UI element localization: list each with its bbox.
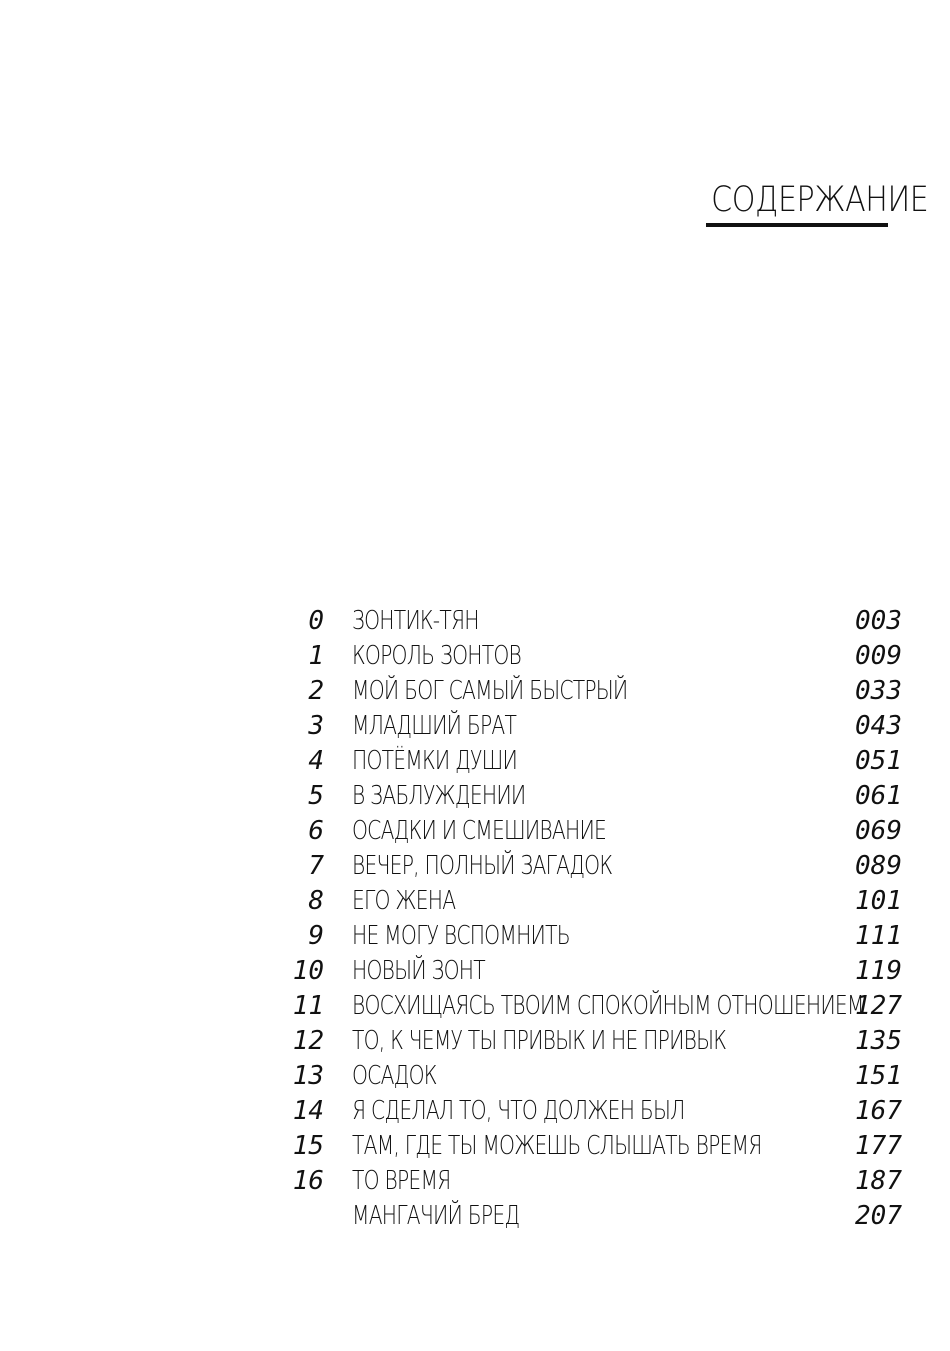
chapter-title: ВОСХИЩАЯСЬ ТВОИМ СПОКОЙНЫМ ОТНОШЕНИЕМ — [352, 991, 864, 1021]
chapter-number: 15 — [292, 1131, 324, 1161]
toc-entry[interactable] — [280, 779, 910, 814]
toc-entry[interactable] — [280, 709, 910, 744]
title-underline — [706, 223, 888, 227]
page-number: 119 — [855, 956, 902, 986]
toc-entry[interactable] — [280, 604, 910, 639]
chapter-number: 2 — [308, 676, 324, 706]
chapter-number: 13 — [292, 1061, 324, 1091]
toc-entry[interactable] — [280, 1094, 910, 1129]
toc-entry[interactable] — [280, 989, 910, 1024]
chapter-number: 10 — [292, 956, 324, 986]
toc-header — [706, 178, 929, 222]
page-number: 089 — [855, 851, 902, 881]
page-number: 151 — [855, 1061, 902, 1091]
toc-entry[interactable] — [280, 919, 910, 954]
page-number: 187 — [855, 1166, 902, 1196]
page-number: 177 — [855, 1131, 902, 1161]
toc-list — [280, 604, 910, 1234]
chapter-number: 0 — [308, 606, 324, 636]
chapter-number: 8 — [308, 886, 324, 916]
chapter-title: ЕГО ЖЕНА — [352, 886, 456, 916]
chapter-title: МАНГАЧИЙ БРЕД — [352, 1201, 520, 1231]
chapter-number: 1 — [308, 641, 324, 671]
page-number: 207 — [855, 1201, 902, 1231]
chapter-number: 4 — [308, 746, 324, 776]
toc-entry[interactable] — [280, 744, 910, 779]
toc-entry[interactable] — [280, 814, 910, 849]
page-number: 069 — [855, 816, 902, 846]
chapter-number: 7 — [308, 851, 324, 881]
chapter-title: ТАМ, ГДЕ ТЫ МОЖЕШЬ СЛЫШАТЬ ВРЕМЯ — [352, 1131, 762, 1161]
chapter-title: КОРОЛЬ ЗОНТОВ — [352, 641, 522, 671]
chapter-number: 16 — [292, 1166, 324, 1196]
chapter-title: ТО, К ЧЕМУ ТЫ ПРИВЫК И НЕ ПРИВЫК — [352, 1026, 727, 1056]
toc-entry[interactable] — [280, 1164, 910, 1199]
chapter-title: ОСАДКИ И СМЕШИВАНИЕ — [352, 816, 607, 846]
page-number: 111 — [855, 921, 902, 951]
chapter-title: ТО ВРЕМЯ — [352, 1166, 451, 1196]
chapter-title: МОЙ БОГ САМЫЙ БЫСТРЫЙ — [352, 676, 628, 706]
chapter-number: 5 — [308, 781, 324, 811]
page-number: 043 — [855, 711, 902, 741]
chapter-title: НЕ МОГУ ВСПОМНИТЬ — [352, 921, 570, 951]
page-number: 009 — [855, 641, 902, 671]
chapter-title: ОСАДОК — [352, 1061, 437, 1091]
page-number: 127 — [855, 991, 902, 1021]
page-number: 101 — [855, 886, 902, 916]
toc-entry[interactable] — [280, 1024, 910, 1059]
chapter-number: 14 — [292, 1096, 324, 1126]
chapter-number: 11 — [292, 991, 324, 1021]
page-number: 033 — [855, 676, 902, 706]
page-number: 051 — [855, 746, 902, 776]
chapter-number: 6 — [308, 816, 324, 846]
page-number: 061 — [855, 781, 902, 811]
chapter-title: В ЗАБЛУЖДЕНИИ — [352, 781, 526, 811]
toc-entry[interactable] — [280, 1129, 910, 1164]
chapter-number: 9 — [308, 921, 324, 951]
chapter-number: 3 — [308, 711, 324, 741]
toc-entry[interactable] — [280, 674, 910, 709]
chapter-title: ЗОНТИК-ТЯН — [352, 606, 479, 636]
toc-entry[interactable] — [280, 884, 910, 919]
page-number: 135 — [855, 1026, 902, 1056]
chapter-title: ПОТЁМКИ ДУШИ — [352, 746, 518, 776]
page-number: 003 — [855, 606, 902, 636]
chapter-title: ВЕЧЕР, ПОЛНЫЙ ЗАГАДОК — [352, 851, 613, 881]
page-title: СОДЕРЖАНИЕ — [711, 180, 929, 220]
toc-entry[interactable] — [280, 954, 910, 989]
chapter-title: Я СДЕЛАЛ ТО, ЧТО ДОЛЖЕН БЫЛ — [352, 1096, 685, 1126]
toc-entry[interactable] — [280, 1059, 910, 1094]
chapter-title: МЛАДШИЙ БРАТ — [352, 711, 517, 741]
chapter-number: 12 — [292, 1026, 324, 1056]
chapter-title: НОВЫЙ ЗОНТ — [352, 956, 485, 986]
page-number: 167 — [855, 1096, 902, 1126]
toc-entry[interactable] — [280, 1199, 910, 1234]
toc-entry[interactable] — [280, 639, 910, 674]
toc-entry[interactable] — [280, 849, 910, 884]
